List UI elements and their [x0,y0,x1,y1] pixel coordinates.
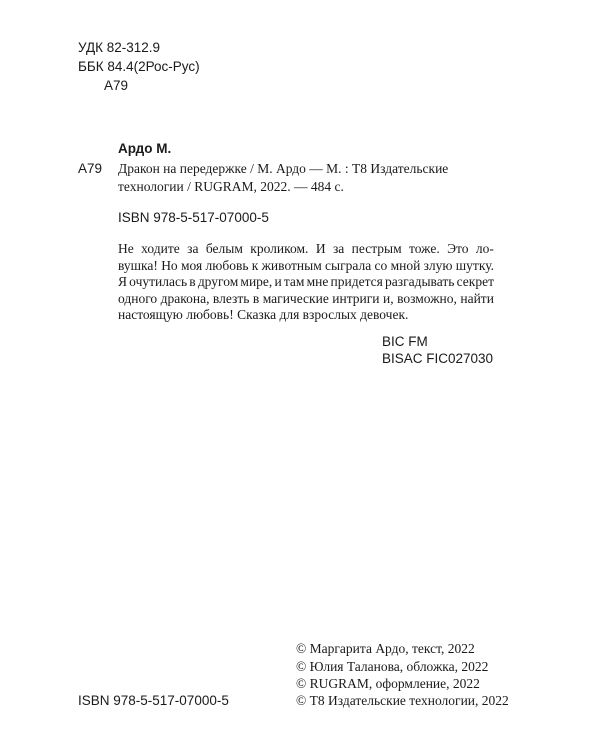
copyright-publisher: © Т8 Издательские технологии, 2022 [296,693,509,708]
copyright-author: © Маргарита Ардо, текст, 2022 [296,641,475,656]
annotation-word: любовь [205,257,249,273]
annotation-word: за [332,241,345,256]
annotation-word: дракона, [160,290,210,306]
annotation-word: сыграла [325,257,372,273]
annotation-line [118,258,494,275]
annotation-line: настоящую любовь! Сказка для взрослых девочек. [118,307,409,322]
copyright-design: © RUGRAM, оформление, 2022 [296,676,480,691]
annotation-word: шутку. [455,257,494,273]
annotation-word: и [274,274,282,289]
title-line-2: технологии / RUGRAM, 2022. — 484 с. [118,179,344,194]
annotation-word: ло- [475,241,494,256]
isbn-record: ISBN 978-5-517-07000-5 [118,210,269,225]
annotation-word: магические [262,290,329,306]
author-sign: А79 [78,161,103,176]
annotation-word: Не [118,241,134,256]
annotation-word: за [187,241,199,256]
copyright-cover: © Юлия Таланова, обложка, 2022 [296,659,489,674]
annotation-word: и, [383,290,394,306]
annotation-word: мире, [240,274,273,289]
annotation-word: ходите [141,241,180,256]
annotation-word: одного [118,290,158,306]
annotation-word: Я [118,274,128,289]
annotation-word: мной [390,257,421,273]
bisac-code: BISAC FIC027030 [382,351,494,366]
annotation-word: интриги [332,290,380,306]
annotation-word: Но [161,257,178,273]
annotation-word: тоже. [409,241,440,256]
annotation-word: со [374,257,388,273]
annotation-word: кроликом. [250,241,309,256]
annotation-word: животным [261,257,322,273]
annotation-word: секрет [456,274,494,289]
annotation-word: возможно, [397,290,457,306]
annotation-word: белым [205,241,243,256]
annotation-word: пестрым [351,241,402,256]
annotation-word: Это [447,241,469,256]
annotation-word: мне [306,274,329,289]
author-heading: Ардо М. [118,141,172,156]
udk-code: УДК 82-312.9 [78,40,161,55]
annotation-word: влезть [212,290,250,306]
annotation-word: придется [330,274,383,289]
annotation-line [118,241,494,258]
bbk-code: ББК 84.4(2Рос-Рус) [78,59,200,74]
author-sign-code: А79 [104,78,129,93]
annotation-word: злую [423,257,453,273]
annotation-word: там [283,274,305,289]
annotation-word: в [252,290,260,306]
bic-code: BIC FM [382,334,428,349]
annotation-word: найти [460,290,494,306]
isbn-footer: ISBN 978-5-517-07000-5 [78,693,229,708]
annotation-word: другом [197,274,239,289]
annotation-word: разгадывать [385,274,455,289]
annotation-text [118,241,494,324]
annotation-word: вушка! [118,257,158,273]
annotation-line [118,274,494,291]
annotation-word: моя [180,257,203,273]
annotation-line [118,291,494,308]
title-line-1: Дракон на передержке / М. Ардо — М. : Т8 Издательские [118,161,449,176]
annotation-word: в [189,274,196,289]
annotation-word: И [315,241,326,256]
annotation-word: к [251,257,259,273]
annotation-word: очутилась [129,274,188,289]
